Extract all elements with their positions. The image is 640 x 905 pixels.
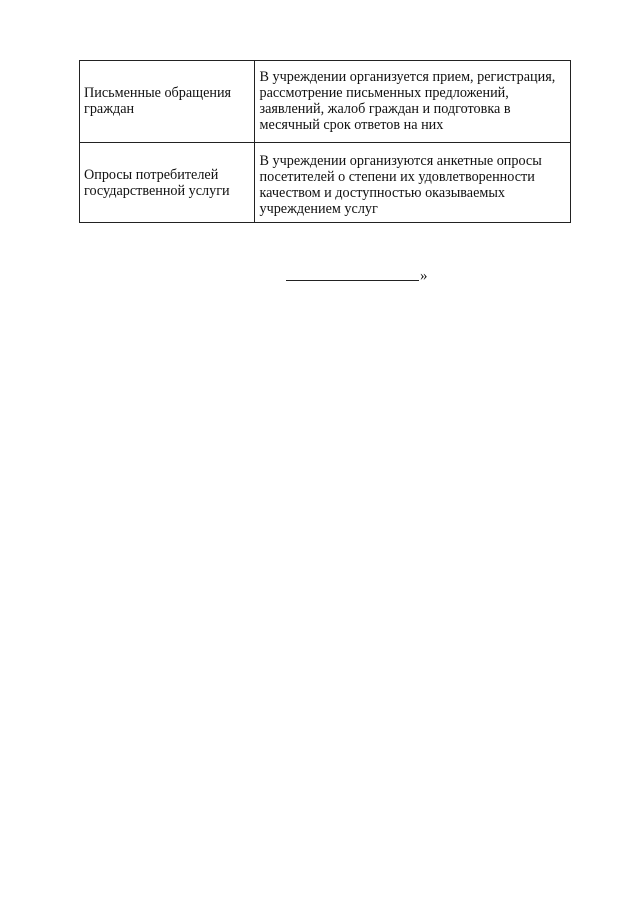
table-cell-description: В учреждении организуется прием, регистрация, рассмотрение письменных предложений, заявлений, жалоб граждан и подготовка в месячный срок ответов на них: [255, 61, 571, 143]
table-cell-description: В учреждении организуются анкетные опросы посетителей о степени их удовлетворенности качеством и доступностью оказываемых учреждением услуг: [255, 143, 571, 223]
feedback-methods-table: [79, 60, 571, 223]
table-cell-method: Письменные обращения граждан: [80, 61, 255, 143]
closing-quote-mark: »: [420, 268, 428, 284]
closing-line: [286, 267, 428, 285]
table-row: [80, 61, 571, 143]
signature-underline: [286, 280, 419, 281]
table-cell-method: Опросы потребителей государственной услуги: [80, 143, 255, 223]
table-row: [80, 143, 571, 223]
